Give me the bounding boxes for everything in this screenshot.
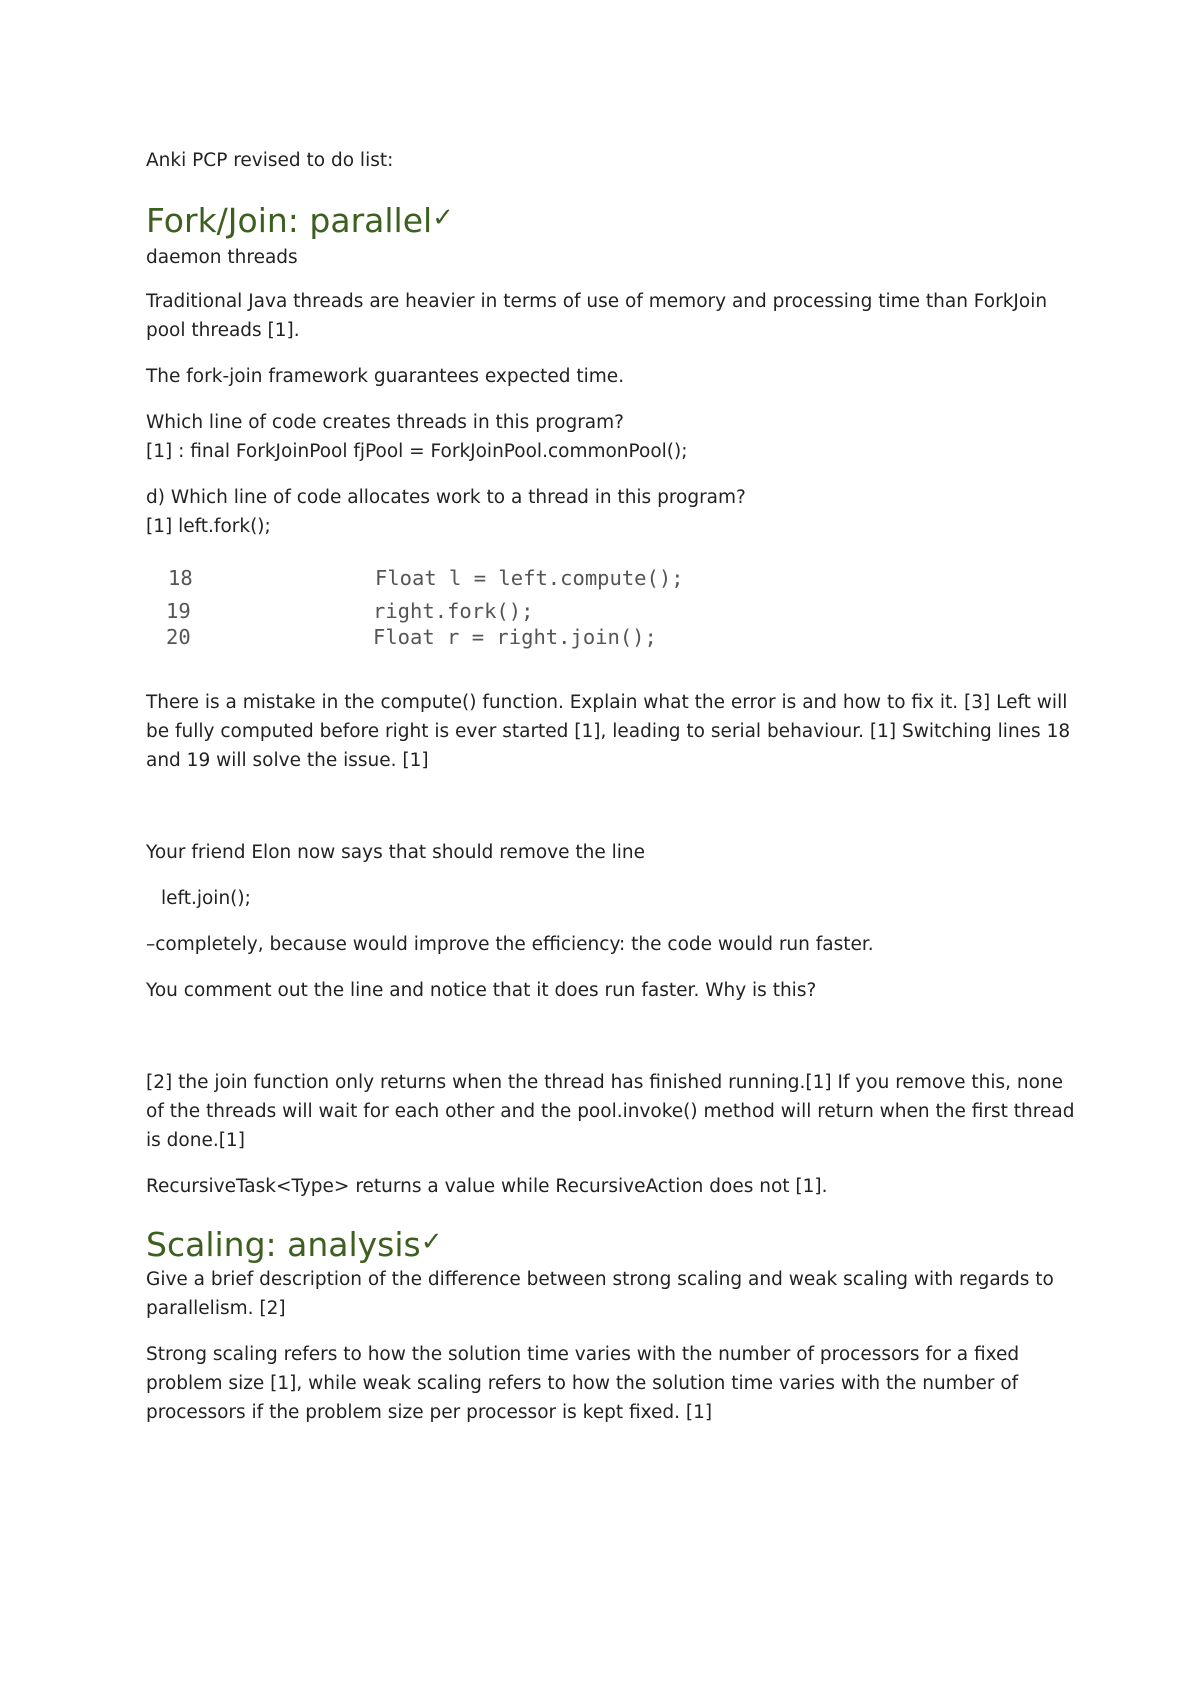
paragraph-line: Traditional Java threads are heavier in terms of use of memory and processing time than ForkJoin — [146, 291, 1048, 312]
paragraph-line: [2] the join function only returns when the thread has finished running.[1] If you remove this, none — [146, 1072, 1064, 1093]
intro-text: Anki PCP revised to do list: — [146, 150, 394, 171]
code-line-text: Float l = left.compute(); — [375, 566, 684, 590]
paragraph-line: Strong scaling refers to how the solution time varies with the number of processors for a fixed — [146, 1344, 1020, 1365]
paragraph-line: Give a brief description of the difference between strong scaling and weak scaling with regards to — [146, 1269, 1054, 1290]
code-line-text: Float r = right.join(); — [373, 625, 657, 649]
paragraph-text: The fork-join framework guarantees expected time. — [146, 366, 625, 387]
paragraph-line: There is a mistake in the compute() function. Explain what the error is and how to fix it. [3] Left will — [146, 692, 1068, 713]
paragraph-line: pool threads [1]. — [146, 320, 300, 341]
section-heading-text: Scaling: analysis — [146, 1225, 421, 1264]
answer-text: [1] : final ForkJoinPool fjPool = ForkJoinPool.commonPool(); — [146, 441, 688, 462]
paragraph-line: of the threads will wait for each other and the pool.invoke() method will return when the first thread — [146, 1101, 1075, 1122]
paragraph-text: You comment out the line and notice that it does run faster. Why is this? — [146, 980, 817, 1001]
paragraph-line: processors if the problem size per processor is kept fixed. [1] — [146, 1402, 713, 1423]
subline-text: daemon threads — [146, 247, 298, 268]
paragraph-line: problem size [1], while weak scaling refers to how the solution time varies with the number of — [146, 1373, 1019, 1394]
question-text: Which line of code creates threads in this program? — [146, 412, 624, 433]
paragraph-text: Your friend Elon now says that should remove the line — [146, 842, 645, 863]
code-line-number: 18 — [168, 566, 193, 590]
code-line-text: right.fork(); — [373, 599, 534, 623]
paragraph-text: –completely, because would improve the efficiency: the code would run faster. — [146, 934, 874, 955]
section-heading-text: Fork/Join: parallel — [146, 201, 433, 240]
paragraph-line: parallelism. [2] — [146, 1298, 286, 1319]
section-heading-scaling — [146, 1222, 443, 1265]
question-text: d) Which line of code allocates work to a thread in this program? — [146, 487, 746, 508]
inline-code-text: left.join(); — [161, 888, 251, 909]
paragraph-text: RecursiveTask<Type> returns a value while RecursiveAction does not [1]. — [146, 1176, 828, 1197]
code-line-number: 19 — [166, 599, 191, 623]
code-line-number: 20 — [166, 625, 191, 649]
answer-text: [1] left.fork(); — [146, 516, 271, 537]
section-heading-fork-join — [146, 198, 454, 241]
paragraph-line: and 19 will solve the issue. [1] — [146, 750, 429, 771]
checkmark-icon: ✓ — [432, 203, 454, 233]
paragraph-line: is done.[1] — [146, 1130, 245, 1151]
paragraph-line: be fully computed before right is ever started [1], leading to serial behaviour. [1] Switching lines 18 — [146, 721, 1071, 742]
checkmark-icon: ✓ — [420, 1227, 443, 1257]
